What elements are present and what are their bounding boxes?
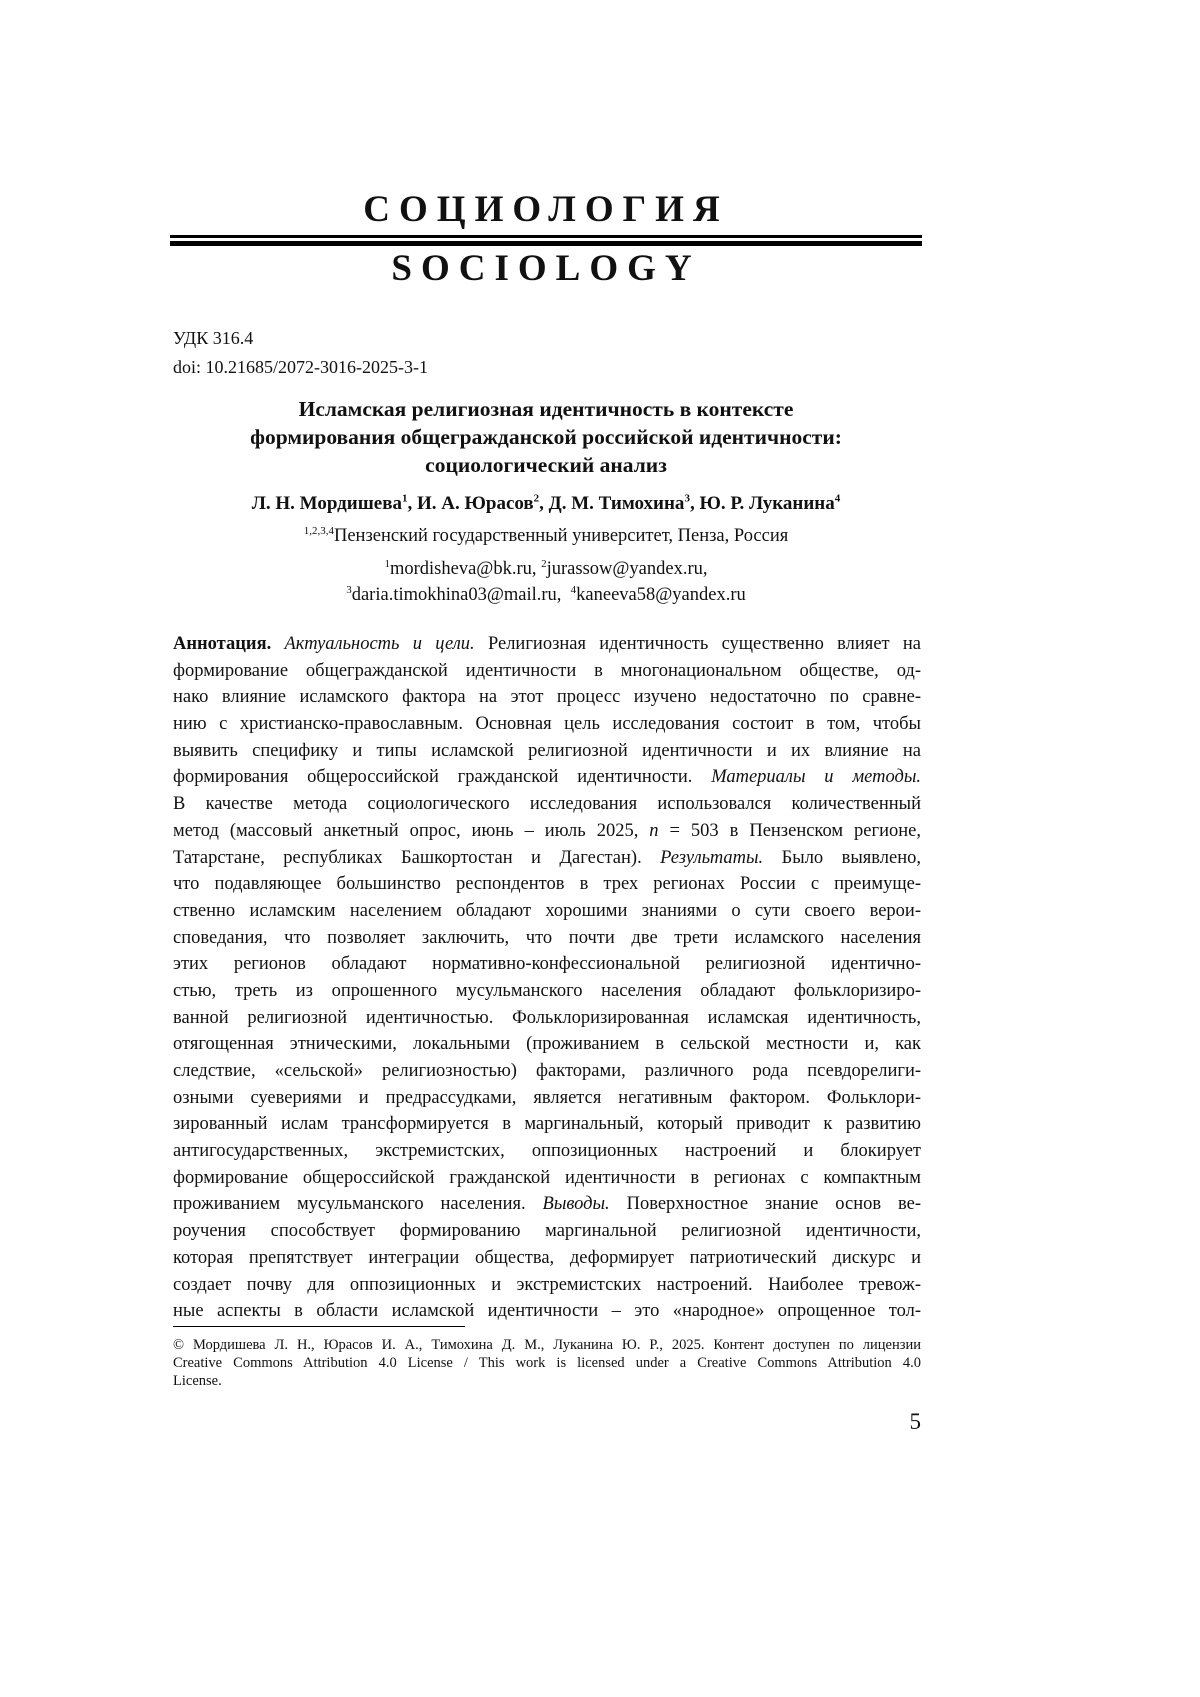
author-emails bbox=[170, 556, 922, 608]
abstract-line: нако влияние исламского фактора на этот процесс изучено недостаточно по сравне- bbox=[173, 687, 921, 708]
author-name: Л. Н. Мордишева bbox=[251, 493, 402, 514]
email-sup: 1 bbox=[384, 557, 390, 570]
author-sup: 1 bbox=[401, 492, 408, 505]
footnote-rule bbox=[173, 1326, 465, 1327]
abstract-heading-relevance: Актуальность и цели. bbox=[284, 634, 475, 654]
email-line bbox=[170, 582, 922, 608]
author-sup: 4 bbox=[834, 492, 841, 505]
affiliation-sup: 1,2,3,4 bbox=[303, 524, 334, 537]
abstract-line: которая препятствует интеграции общества, деформирует патриотический дискурс и bbox=[173, 1247, 921, 1268]
abstract bbox=[173, 631, 921, 1325]
abstract-line: следствие, «сельской» религиозностью) факторами, различного рода псевдорелиги- bbox=[173, 1061, 921, 1081]
abstract-line: формирование общегражданской идентичности в многонациональном обществе, од- bbox=[173, 660, 921, 681]
author-sup: 3 bbox=[684, 492, 690, 505]
abstract-line: антигосударственных, экстремистских, оппозиционных настроений и блокирует bbox=[173, 1141, 921, 1162]
abstract-line: озными суевериями и предрассудками, является негативным фактором. Фольклори- bbox=[173, 1087, 921, 1108]
abstract-line: формирование общероссийской гражданской идентичности в регионах с компактным bbox=[173, 1167, 921, 1188]
abstract-line: выявить специфику и типы исламской религиозной идентичности и их влияние на bbox=[173, 740, 921, 761]
abstract-line: Татарстане, республиках Башкортостан и Дагестан). Результаты. Было выявлено, bbox=[173, 847, 921, 868]
abstract-heading-methods: Материалы и методы. bbox=[711, 767, 921, 788]
abstract-line: метод (массовый анкетный опрос, июнь – июль 2025, n = 503 в Пензенском регионе, bbox=[173, 820, 921, 841]
abstract-line: Аннотация. Актуальность и цели. Религиозная идентичность существенно влияет на bbox=[173, 634, 921, 654]
abstract-line: споведания, что позволяет заключить, что почти две трети исламского населения bbox=[173, 927, 921, 948]
affiliation-text: Пензенский государственный университет, Пенза, Россия bbox=[333, 526, 789, 546]
abstract-line: стью, треть из опрошенного мусульманского населения обладают фольклоризиро- bbox=[173, 980, 921, 1001]
article-title-line: социологический анализ bbox=[425, 453, 667, 477]
footnote-line: License. bbox=[173, 1373, 222, 1389]
affiliation bbox=[170, 524, 922, 549]
abstract-line: формирования общероссийской гражданской идентичности. Материалы и методы. bbox=[173, 767, 921, 788]
email-line bbox=[170, 556, 922, 582]
author-name: Ю. Р. Луканина bbox=[699, 493, 835, 514]
udc-code: УДК 316.4 bbox=[173, 328, 254, 348]
abstract-label: Аннотация. bbox=[173, 634, 272, 654]
email-link[interactable]: daria.timokhina03@mail.ru, bbox=[351, 585, 562, 605]
abstract-line: проживанием мусульманского населения. Выводы. Поверхностное знание основ ве- bbox=[173, 1194, 921, 1215]
abstract-heading-results: Результаты. bbox=[660, 847, 764, 868]
abstract-line: нию с христианско-православным. Основная цель исследования состоит в том, чтобы bbox=[173, 714, 921, 735]
abstract-line: роучения способствует формированию маргинальной религиозной идентичности, bbox=[173, 1221, 921, 1242]
article-title bbox=[170, 395, 922, 479]
author-name: Д. М. Тимохина bbox=[548, 493, 685, 514]
section-title-ru: СОЦИОЛОГИЯ bbox=[363, 189, 729, 230]
abstract-line: создает почву для оппозиционных и экстремистских настроений. Наиболее тревож- bbox=[173, 1274, 921, 1295]
abstract-line: В качестве метода социологического исследования использовался количественный bbox=[173, 794, 921, 815]
section-title-en: SOCIOLOGY bbox=[391, 248, 701, 289]
email-link[interactable]: mordisheva@bk.ru, bbox=[389, 559, 537, 579]
page-number: 5 bbox=[909, 1409, 921, 1434]
abstract-line: что подавляющее большинство респондентов в трех регионах России с преимуще- bbox=[173, 874, 921, 895]
author-name: И. А. Юрасов bbox=[416, 493, 534, 514]
doi: doi: 10.21685/2072-3016-2025-3-1 bbox=[173, 357, 428, 377]
email-sup: 4 bbox=[570, 583, 577, 596]
article-title-line: Исламская религиозная идентичность в контексте bbox=[298, 397, 794, 421]
abstract-line: ванной религиозной идентичностью. Фольклоризированная исламская идентичность, bbox=[173, 1007, 921, 1028]
footnote-line: Creative Commons Attribution 4.0 License / This work is licensed under a Creative Commons Attribution 4.0 bbox=[173, 1355, 921, 1371]
abstract-heading-conclusions: Выводы. bbox=[542, 1194, 610, 1215]
section-rule-thin bbox=[170, 235, 922, 238]
email-sup: 2 bbox=[541, 557, 547, 570]
email-sup: 3 bbox=[346, 583, 352, 596]
copyright-footnote bbox=[173, 1336, 921, 1390]
footnote-line: © Мордишева Л. Н., Юрасов И. А., Тимохина Д. М., Луканина Ю. Р., 2025. Контент доступен по лицензии bbox=[173, 1337, 921, 1353]
abstract-line: ные аспекты в области исламской идентичности – это «народное» опрощенное тол- bbox=[173, 1301, 921, 1322]
abstract-line: ственно исламским населением обладают хорошими знаниями о сути своего верои- bbox=[173, 900, 921, 921]
abstract-line: этих регионов обладают нормативно-конфессиональной религиозной идентично- bbox=[173, 954, 921, 975]
abstract-line: зированный ислам трансформируется в маргинальный, который приводит к развитию bbox=[173, 1114, 921, 1135]
section-rule-thick bbox=[170, 241, 922, 246]
author-list: Л. Н. Мордишева$^1$, И. А. Юрасов$^2$, Д. М. Тимохина$^3$, Ю. Р. Луканина$^4$ bbox=[251, 492, 841, 514]
email-link[interactable]: kaneeva58@yandex.ru bbox=[576, 585, 746, 605]
article-title-line: формирования общегражданской российской идентичности: bbox=[250, 425, 842, 449]
abstract-line: отягощенная этническими, локальными (проживанием в сельской местности и, как bbox=[173, 1034, 921, 1055]
email-link[interactable]: jurassow@yandex.ru, bbox=[546, 559, 708, 579]
author-sup: 2 bbox=[533, 492, 540, 505]
